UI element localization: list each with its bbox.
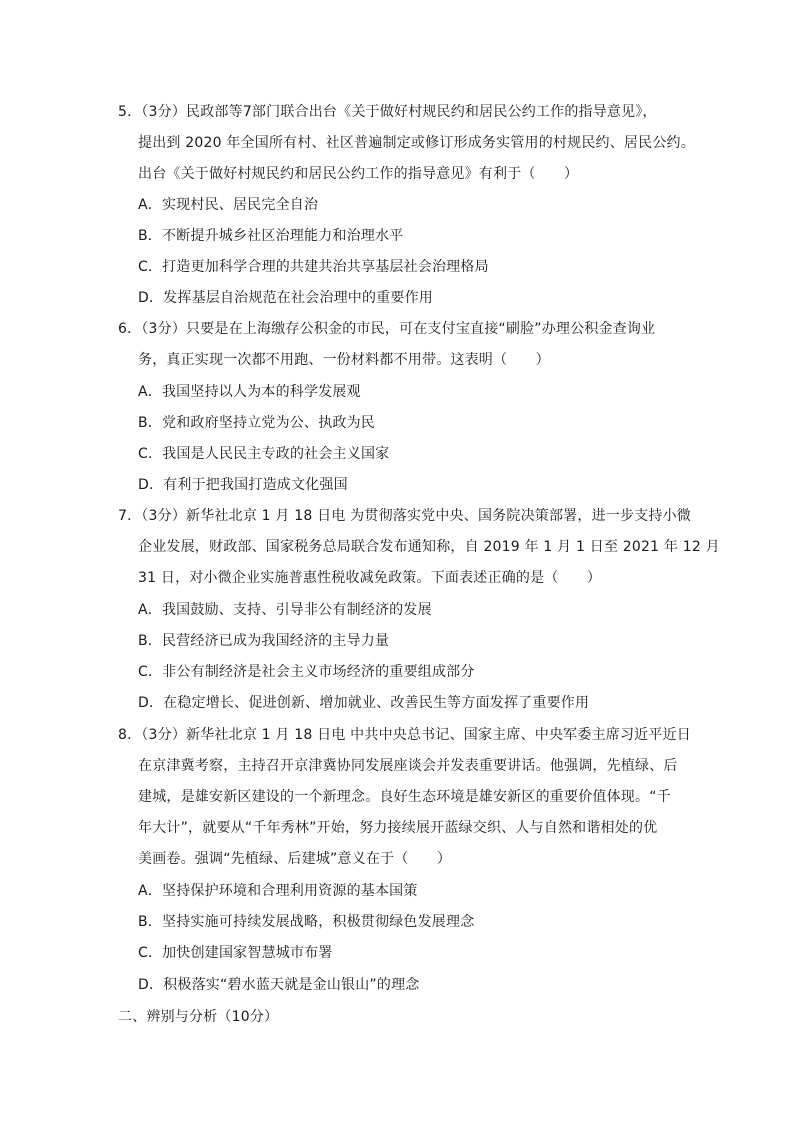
question-7-stem-line-2: 企业发展，财政部、国家税务总局联合发布通知称，自 2019 年 1 月 1 日至 2021 年 12 月 [138, 539, 720, 555]
question-5-option-d: D．发挥基层自治规范在社会治理中的重要作用 [138, 290, 433, 306]
question-5-stem-line-1: 5．（3分）民政部等7部门联合出台《关于做好村规民约和居民公约工作的指导意见》， [118, 104, 657, 120]
question-6-option-d: D．有利于把我国打造成文化强国 [138, 477, 348, 493]
question-5-option-a: A．实现村民、居民完全自治 [138, 197, 319, 213]
question-5-option-b: B．不断提升城乡社区治理能力和治理水平 [138, 228, 404, 244]
question-7-option-c: C．非公有制经济是社会主义市场经济的重要组成部分 [138, 664, 475, 680]
question-7-option-b: B．民营经济已成为我国经济的主导力量 [138, 633, 390, 649]
question-8-stem-line-3: 建城，是雄安新区建设的一个新理念。良好生态环境是雄安新区的重要价值体现。“千 [138, 789, 671, 805]
question-8-option-b: B．坚持实施可持续发展战略，积极贯彻绿色发展理念 [138, 914, 475, 930]
question-8-option-c: C．加快创建国家智慧城市布署 [138, 945, 333, 961]
question-8-stem-line-4: 年大计”，就要从“千年秀林”开始，努力接续展开蓝绿交织、人与自然和谐相处的优 [138, 820, 658, 836]
question-5-stem-line-3: 出台《关于做好村规民约和居民公约工作的指导意见》有利于（ ） [138, 166, 579, 182]
question-8-stem-line-5: 美画卷。强调“先植绿、后建城”意义在于（ ） [138, 851, 452, 867]
question-7-stem-line-1: 7．（3分）新华社北京 1 月 18 日电 为贯彻落实党中央、国务院决策部署，进一步支持小微 [118, 508, 691, 524]
question-7-option-a: A．我国鼓励、支持、引导非公有制经济的发展 [138, 602, 432, 618]
question-8-option-d: D．积极落实“碧水蓝天就是金山银山”的理念 [138, 977, 420, 993]
question-6-option-a: A．我国坚持以人为本的科学发展观 [138, 384, 361, 400]
question-8-stem-line-2: 在京津冀考察，主持召开京津冀协同发展座谈会并发表重要讲话。他强调，先植绿、后 [138, 758, 678, 774]
question-8-stem-line-1: 8．（3分）新华社北京 1 月 18 日电 中共中央总书记、国家主席、中央军委主席习近平近日 [118, 727, 691, 743]
question-6-stem-line-1: 6．（3分）只要是在上海缴存公积金的市民，可在支付宝直接“刷脸”办理公积金查询业 [118, 321, 656, 337]
question-6-stem-line-2: 务，真正实现一次都不用跑、一份材料都不用带。这表明（ ） [138, 352, 550, 368]
question-5-stem-line-2: 提出到 2020 年全国所有村、社区普遍制定或修订形成务实管用的村规民约、居民公约。 [138, 135, 695, 151]
question-7-option-d: D．在稳定增长、促进创新、增加就业、改善民生等方面发挥了重要作用 [138, 695, 590, 711]
section-heading: 二、辨别与分析（10分） [118, 1009, 279, 1025]
question-5-option-c: C．打造更加科学合理的共建共治共享基层社会治理格局 [138, 259, 489, 275]
question-6-option-b: B．党和政府坚持立党为公、执政为民 [138, 415, 376, 431]
question-8-option-a: A．坚持保护环境和合理利用资源的基本国策 [138, 883, 418, 899]
question-7-stem-line-3: 31 日，对小微企业实施普惠性税收减免政策。下面表述正确的是（ ） [138, 570, 602, 586]
question-6-option-c: C．我国是人民民主专政的社会主义国家 [138, 446, 390, 462]
